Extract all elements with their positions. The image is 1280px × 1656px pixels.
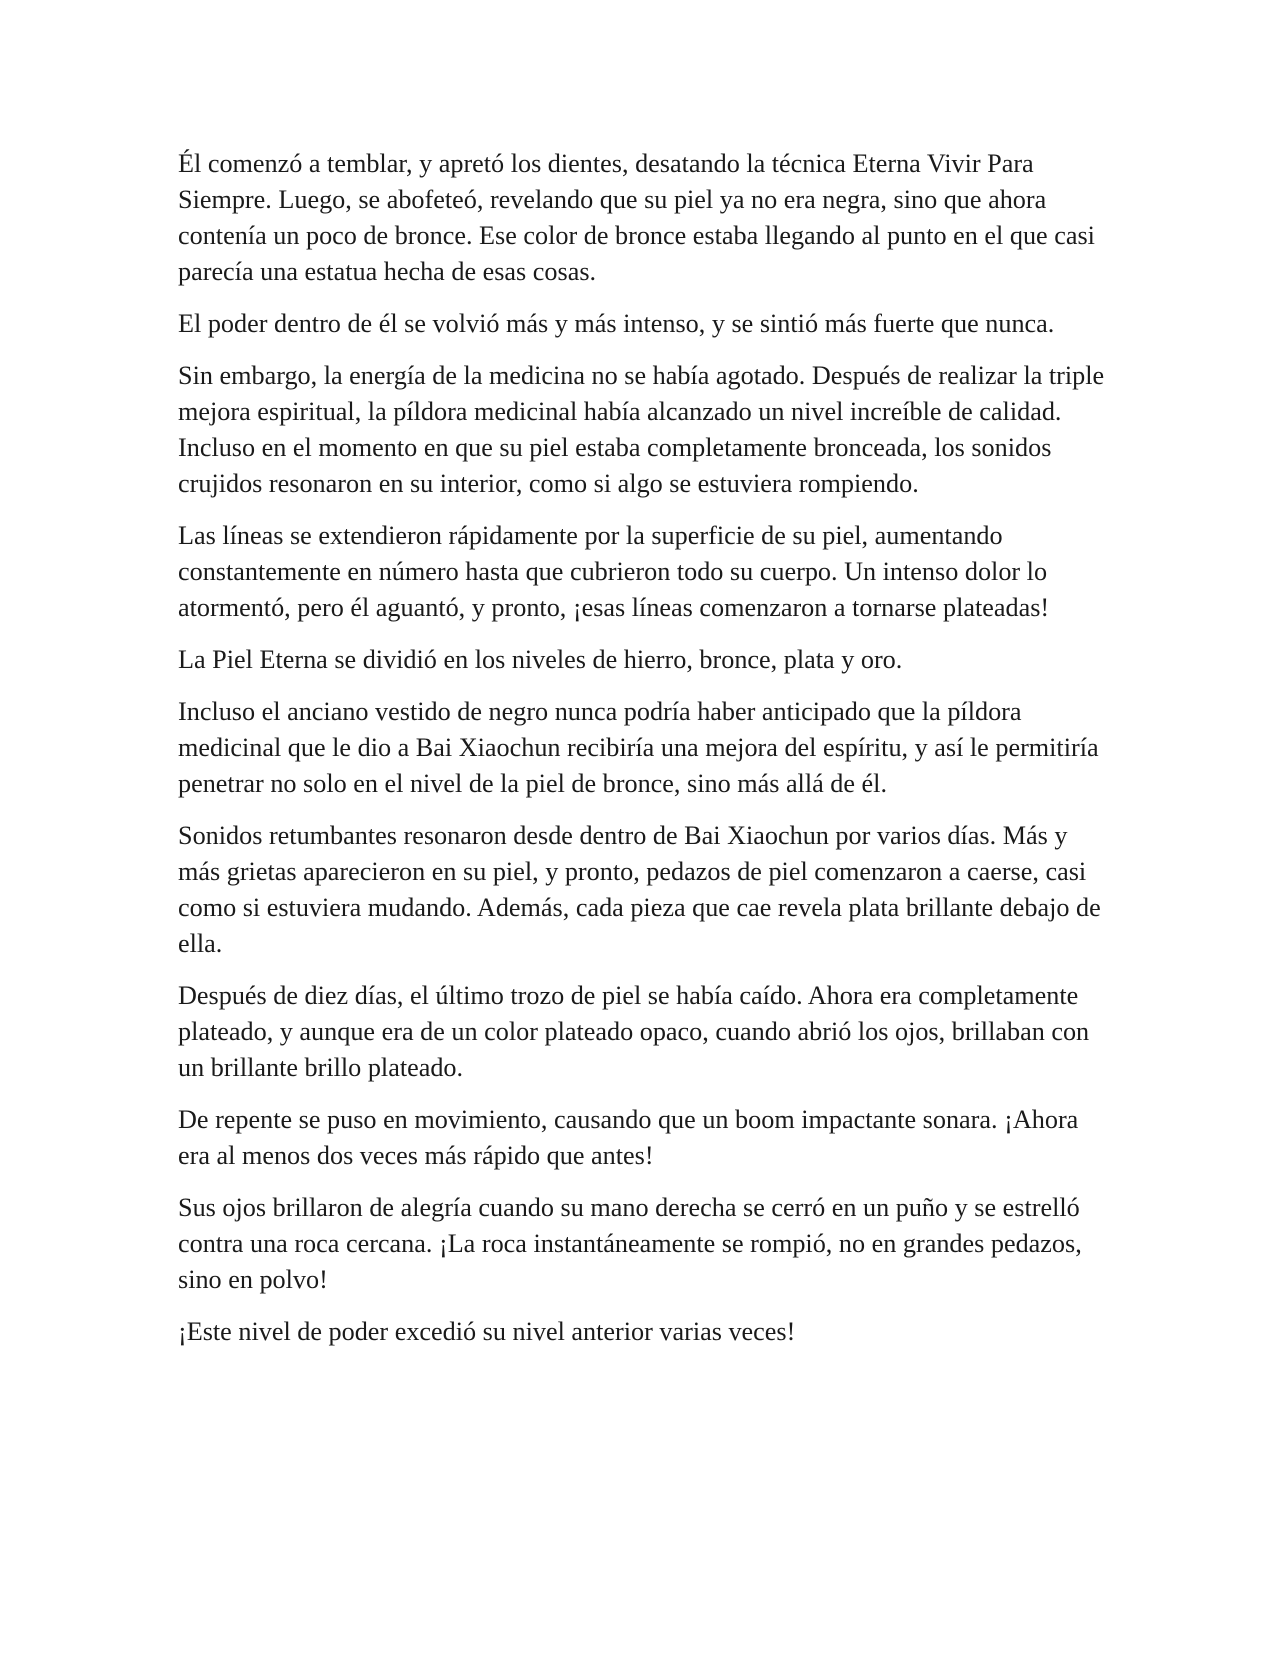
paragraph: Incluso el anciano vestido de negro nunca podría haber anticipado que la píldora medicinal que le dio a Bai Xiaochun recibiría una mejora del espíritu, y así le permitiría penetrar no solo en el nivel de la piel de bronce, sino más allá de él. [178, 697, 1099, 798]
paragraph: Sin embargo, la energía de la medicina no se había agotado. Después de realizar la triple mejora espiritual, la píldora medicinal había alcanzado un nivel increíble de calidad. Incluso en el momento en que su piel estaba completamente bronceada, los sonidos crujidos resonaron en su interior, como si algo se estuviera rompiendo. [178, 361, 1105, 498]
paragraph: Las líneas se extendieron rápidamente por la superficie de su piel, aumentando constantemente en número hasta que cubrieron todo su cuerpo. Un intenso dolor lo atormentó, pero él aguantó, y pronto, ¡esas líneas comenzaron a tornarse plateadas! [178, 521, 1050, 622]
document-body [178, 146, 1108, 1366]
paragraph: De repente se puso en movimiento, causando que un boom impactante sonara. ¡Ahora era al menos dos veces más rápido que antes! [178, 1105, 1079, 1170]
paragraph: Él comenzó a temblar, y apretó los dientes, desatando la técnica Eterna Vivir Para Siempre. Luego, se abofeteó, revelando que su piel ya no era negra, sino que ahora contenía un poco de bronce. Ese color de bronce estaba llegando al punto en el que casi parecía una estatua hecha de esas cosas. [178, 149, 1095, 286]
paragraph: El poder dentro de él se volvió más y más intenso, y se sintió más fuerte que nunca. [178, 309, 1055, 338]
paragraph: La Piel Eterna se dividió en los niveles de hierro, bronce, plata y oro. [178, 645, 903, 674]
paragraph: Sonidos retumbantes resonaron desde dentro de Bai Xiaochun por varios días. Más y más grietas aparecieron en su piel, y pronto, pedazos de piel comenzaron a caerse, casi como si estuviera mudando. Además, cada pieza que cae revela plata brillante debajo de ella. [178, 821, 1101, 958]
paragraph: ¡Este nivel de poder excedió su nivel anterior varias veces! [178, 1317, 796, 1346]
paragraph: Sus ojos brillaron de alegría cuando su mano derecha se cerró en un puño y se estrelló contra una roca cercana. ¡La roca instantáneamente se rompió, no en grandes pedazos, sino en polvo! [178, 1193, 1082, 1294]
paragraph: Después de diez días, el último trozo de piel se había caído. Ahora era completamente plateado, y aunque era de un color plateado opaco, cuando abrió los ojos, brillaban con un brillante brillo plateado. [178, 981, 1090, 1082]
